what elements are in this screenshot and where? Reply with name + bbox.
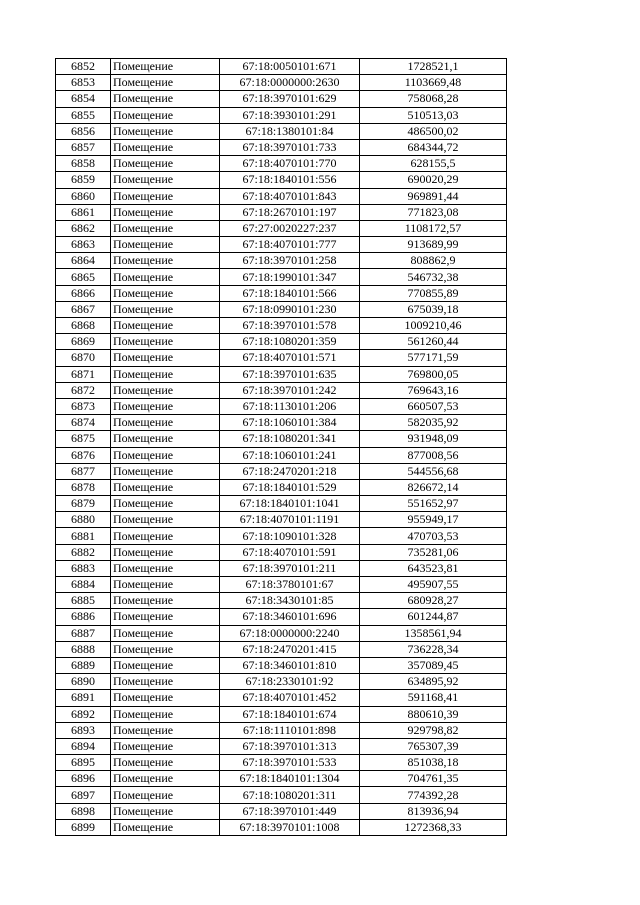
row-number-cell: 6866 — [56, 285, 111, 301]
cadastral-value-cell: 1108172,57 — [360, 220, 507, 236]
object-type-cell: Помещение — [111, 382, 220, 398]
object-type-cell: Помещение — [111, 544, 220, 560]
object-type-cell: Помещение — [111, 722, 220, 738]
cadastral-number-cell: 67:18:1840101:674 — [220, 706, 360, 722]
cadastral-number-cell: 67:18:3970101:1008 — [220, 819, 360, 835]
row-number-cell: 6867 — [56, 301, 111, 317]
cadastral-value-cell: 808862,9 — [360, 253, 507, 269]
cadastral-value-cell: 769643,16 — [360, 382, 507, 398]
table-row — [56, 269, 507, 285]
table-row — [56, 738, 507, 754]
row-number-cell: 6875 — [56, 431, 111, 447]
row-number-cell: 6887 — [56, 625, 111, 641]
cadastral-value-cell: 1728521,1 — [360, 59, 507, 75]
table-row — [56, 107, 507, 123]
row-number-cell: 6889 — [56, 657, 111, 673]
object-type-cell: Помещение — [111, 139, 220, 155]
row-number-cell: 6861 — [56, 204, 111, 220]
object-type-cell: Помещение — [111, 609, 220, 625]
row-number-cell: 6898 — [56, 803, 111, 819]
cadastral-value-cell: 969891,44 — [360, 188, 507, 204]
table-row — [56, 139, 507, 155]
row-number-cell: 6883 — [56, 560, 111, 576]
object-type-cell: Помещение — [111, 819, 220, 835]
table-row — [56, 237, 507, 253]
row-number-cell: 6891 — [56, 690, 111, 706]
table-row — [56, 528, 507, 544]
object-type-cell: Помещение — [111, 301, 220, 317]
cadastral-number-cell: 67:18:3970101:449 — [220, 803, 360, 819]
table-row — [56, 803, 507, 819]
row-number-cell: 6864 — [56, 253, 111, 269]
object-type-cell: Помещение — [111, 738, 220, 754]
table-row — [56, 657, 507, 673]
object-type-cell: Помещение — [111, 771, 220, 787]
cadastral-number-cell: 67:18:1990101:347 — [220, 269, 360, 285]
row-number-cell: 6860 — [56, 188, 111, 204]
object-type-cell: Помещение — [111, 657, 220, 673]
cadastral-value-cell: 470703,53 — [360, 528, 507, 544]
object-type-cell: Помещение — [111, 269, 220, 285]
cadastral-number-cell: 67:18:1110101:898 — [220, 722, 360, 738]
cadastral-number-cell: 67:18:0000000:2240 — [220, 625, 360, 641]
cadastral-number-cell: 67:18:3970101:211 — [220, 560, 360, 576]
cadastral-value-cell: 582035,92 — [360, 415, 507, 431]
cadastral-number-cell: 67:18:3970101:258 — [220, 253, 360, 269]
object-type-cell: Помещение — [111, 690, 220, 706]
table-row — [56, 706, 507, 722]
cadastral-value-cell: 758068,28 — [360, 91, 507, 107]
object-type-cell: Помещение — [111, 496, 220, 512]
row-number-cell: 6885 — [56, 593, 111, 609]
cadastral-number-cell: 67:18:1840101:529 — [220, 479, 360, 495]
table-row — [56, 301, 507, 317]
object-type-cell: Помещение — [111, 641, 220, 657]
row-number-cell: 6872 — [56, 382, 111, 398]
row-number-cell: 6854 — [56, 91, 111, 107]
cadastral-value-cell: 826672,14 — [360, 479, 507, 495]
cadastral-number-cell: 67:18:0000000:2630 — [220, 75, 360, 91]
cadastral-value-cell: 544556,68 — [360, 463, 507, 479]
cadastral-value-cell: 634895,92 — [360, 674, 507, 690]
cadastral-number-cell: 67:18:1840101:1304 — [220, 771, 360, 787]
cadastral-value-cell: 680928,27 — [360, 593, 507, 609]
cadastral-value-cell: 704761,35 — [360, 771, 507, 787]
cadastral-value-cell: 495907,55 — [360, 577, 507, 593]
cadastral-number-cell: 67:18:3460101:810 — [220, 657, 360, 673]
table-row — [56, 382, 507, 398]
row-number-cell: 6878 — [56, 479, 111, 495]
cadastral-number-cell: 67:18:1060101:384 — [220, 415, 360, 431]
object-type-cell: Помещение — [111, 156, 220, 172]
table-row — [56, 431, 507, 447]
table-row — [56, 91, 507, 107]
cadastral-value-cell: 1103669,48 — [360, 75, 507, 91]
row-number-cell: 6881 — [56, 528, 111, 544]
cadastral-number-cell: 67:18:2470201:415 — [220, 641, 360, 657]
object-type-cell: Помещение — [111, 398, 220, 414]
cadastral-number-cell: 67:18:2670101:197 — [220, 204, 360, 220]
table-row — [56, 398, 507, 414]
cadastral-value-cell: 769800,05 — [360, 366, 507, 382]
object-type-cell: Помещение — [111, 787, 220, 803]
row-number-cell: 6892 — [56, 706, 111, 722]
row-number-cell: 6862 — [56, 220, 111, 236]
row-number-cell: 6882 — [56, 544, 111, 560]
row-number-cell: 6879 — [56, 496, 111, 512]
row-number-cell: 6880 — [56, 512, 111, 528]
table-row — [56, 463, 507, 479]
cadastral-value-cell: 601244,87 — [360, 609, 507, 625]
table-row — [56, 609, 507, 625]
table-row — [56, 755, 507, 771]
cadastral-value-cell: 851038,18 — [360, 755, 507, 771]
object-type-cell: Помещение — [111, 447, 220, 463]
object-type-cell: Помещение — [111, 674, 220, 690]
table-row — [56, 496, 507, 512]
cadastral-value-cell: 486500,02 — [360, 123, 507, 139]
table-row — [56, 479, 507, 495]
table-row — [56, 366, 507, 382]
row-number-cell: 6859 — [56, 172, 111, 188]
row-number-cell: 6899 — [56, 819, 111, 835]
object-type-cell: Помещение — [111, 237, 220, 253]
cadastral-value-cell: 1009210,46 — [360, 318, 507, 334]
cadastral-value-cell: 357089,45 — [360, 657, 507, 673]
cadastral-number-cell: 67:18:4070101:452 — [220, 690, 360, 706]
table-row — [56, 350, 507, 366]
document-page — [55, 58, 507, 836]
cadastral-value-cell: 643523,81 — [360, 560, 507, 576]
object-type-cell: Помещение — [111, 431, 220, 447]
row-number-cell: 6857 — [56, 139, 111, 155]
table-row — [56, 156, 507, 172]
cadastral-number-cell: 67:18:2470201:218 — [220, 463, 360, 479]
table-row — [56, 172, 507, 188]
table-row — [56, 188, 507, 204]
cadastral-number-cell: 67:18:3970101:578 — [220, 318, 360, 334]
table-row — [56, 253, 507, 269]
row-number-cell: 6890 — [56, 674, 111, 690]
table-row — [56, 674, 507, 690]
cadastral-number-cell: 67:18:1080201:359 — [220, 334, 360, 350]
table-row — [56, 285, 507, 301]
cadastral-value-cell: 561260,44 — [360, 334, 507, 350]
cadastral-value-cell: 690020,29 — [360, 172, 507, 188]
table-row — [56, 819, 507, 835]
cadastral-value-cell: 813936,94 — [360, 803, 507, 819]
cadastral-value-cell: 1272368,33 — [360, 819, 507, 835]
cadastral-value-cell: 628155,5 — [360, 156, 507, 172]
table-row — [56, 334, 507, 350]
object-type-cell: Помещение — [111, 220, 220, 236]
cadastral-number-cell: 67:18:1840101:1041 — [220, 496, 360, 512]
cadastral-number-cell: 67:18:4070101:591 — [220, 544, 360, 560]
object-type-cell: Помещение — [111, 366, 220, 382]
table-row — [56, 593, 507, 609]
cadastral-value-cell: 955949,17 — [360, 512, 507, 528]
object-type-cell: Помещение — [111, 577, 220, 593]
cadastral-number-cell: 67:18:1840101:556 — [220, 172, 360, 188]
object-type-cell: Помещение — [111, 318, 220, 334]
object-type-cell: Помещение — [111, 803, 220, 819]
cadastral-number-cell: 67:18:4070101:777 — [220, 237, 360, 253]
cadastral-number-cell: 67:18:1380101:84 — [220, 123, 360, 139]
object-type-cell: Помещение — [111, 560, 220, 576]
cadastral-number-cell: 67:18:1130101:206 — [220, 398, 360, 414]
row-number-cell: 6874 — [56, 415, 111, 431]
table-row — [56, 75, 507, 91]
object-type-cell: Помещение — [111, 350, 220, 366]
cadastral-number-cell: 67:18:1080201:341 — [220, 431, 360, 447]
cadastral-number-cell: 67:18:3970101:629 — [220, 91, 360, 107]
table-row — [56, 560, 507, 576]
cadastral-number-cell: 67:18:1080201:311 — [220, 787, 360, 803]
cadastral-value-cell: 684344,72 — [360, 139, 507, 155]
cadastral-number-cell: 67:18:3930101:291 — [220, 107, 360, 123]
object-type-cell: Помещение — [111, 415, 220, 431]
cadastral-value-cell: 591168,41 — [360, 690, 507, 706]
cadastral-value-cell: 771823,08 — [360, 204, 507, 220]
cadastral-number-cell: 67:18:3970101:733 — [220, 139, 360, 155]
object-type-cell: Помещение — [111, 204, 220, 220]
cadastral-number-cell: 67:18:3970101:533 — [220, 755, 360, 771]
row-number-cell: 6896 — [56, 771, 111, 787]
object-type-cell: Помещение — [111, 625, 220, 641]
table-row — [56, 544, 507, 560]
object-type-cell: Помещение — [111, 593, 220, 609]
row-number-cell: 6868 — [56, 318, 111, 334]
row-number-cell: 6886 — [56, 609, 111, 625]
table-row — [56, 123, 507, 139]
object-type-cell: Помещение — [111, 172, 220, 188]
cadastral-value-cell: 735281,06 — [360, 544, 507, 560]
object-type-cell: Помещение — [111, 463, 220, 479]
object-type-cell: Помещение — [111, 188, 220, 204]
row-number-cell: 6853 — [56, 75, 111, 91]
table-row — [56, 318, 507, 334]
object-type-cell: Помещение — [111, 123, 220, 139]
object-type-cell: Помещение — [111, 479, 220, 495]
row-number-cell: 6869 — [56, 334, 111, 350]
cadastral-value-cell: 931948,09 — [360, 431, 507, 447]
cadastral-number-cell: 67:18:3970101:313 — [220, 738, 360, 754]
cadastral-number-cell: 67:18:1840101:566 — [220, 285, 360, 301]
table-row — [56, 771, 507, 787]
row-number-cell: 6894 — [56, 738, 111, 754]
table-row — [56, 204, 507, 220]
cadastral-number-cell: 67:18:4070101:770 — [220, 156, 360, 172]
object-type-cell: Помещение — [111, 285, 220, 301]
cadastral-number-cell: 67:18:3460101:696 — [220, 609, 360, 625]
cadastral-value-cell: 660507,53 — [360, 398, 507, 414]
row-number-cell: 6852 — [56, 59, 111, 75]
row-number-cell: 6855 — [56, 107, 111, 123]
cadastral-value-cell: 546732,38 — [360, 269, 507, 285]
row-number-cell: 6858 — [56, 156, 111, 172]
table-row — [56, 641, 507, 657]
cadastral-number-cell: 67:18:1090101:328 — [220, 528, 360, 544]
cadastral-value-cell: 880610,39 — [360, 706, 507, 722]
cadastral-value-cell: 765307,39 — [360, 738, 507, 754]
table-row — [56, 577, 507, 593]
row-number-cell: 6865 — [56, 269, 111, 285]
cadastral-number-cell: 67:18:4070101:843 — [220, 188, 360, 204]
cadastral-number-cell: 67:18:3430101:85 — [220, 593, 360, 609]
cadastral-number-cell: 67:18:3970101:242 — [220, 382, 360, 398]
row-number-cell: 6893 — [56, 722, 111, 738]
cadastral-number-cell: 67:18:0050101:671 — [220, 59, 360, 75]
table-row — [56, 722, 507, 738]
cadastral-value-cell: 770855,89 — [360, 285, 507, 301]
row-number-cell: 6871 — [56, 366, 111, 382]
row-number-cell: 6870 — [56, 350, 111, 366]
object-type-cell: Помещение — [111, 512, 220, 528]
row-number-cell: 6876 — [56, 447, 111, 463]
cadastral-number-cell: 67:18:3780101:67 — [220, 577, 360, 593]
cadastral-value-cell: 551652,97 — [360, 496, 507, 512]
object-type-cell: Помещение — [111, 528, 220, 544]
row-number-cell: 6863 — [56, 237, 111, 253]
cadastral-value-cell: 774392,28 — [360, 787, 507, 803]
table-body — [56, 59, 507, 836]
table-row — [56, 512, 507, 528]
object-type-cell: Помещение — [111, 107, 220, 123]
table-row — [56, 415, 507, 431]
cadastral-number-cell: 67:27:0020227:237 — [220, 220, 360, 236]
cadastral-number-cell: 67:18:2330101:92 — [220, 674, 360, 690]
object-type-cell: Помещение — [111, 253, 220, 269]
object-type-cell: Помещение — [111, 59, 220, 75]
cadastral-value-table — [55, 58, 507, 836]
object-type-cell: Помещение — [111, 755, 220, 771]
row-number-cell: 6895 — [56, 755, 111, 771]
row-number-cell: 6856 — [56, 123, 111, 139]
cadastral-value-cell: 675039,18 — [360, 301, 507, 317]
object-type-cell: Помещение — [111, 75, 220, 91]
table-row — [56, 59, 507, 75]
row-number-cell: 6877 — [56, 463, 111, 479]
row-number-cell: 6897 — [56, 787, 111, 803]
cadastral-number-cell: 67:18:1060101:241 — [220, 447, 360, 463]
table-row — [56, 690, 507, 706]
cadastral-value-cell: 877008,56 — [360, 447, 507, 463]
row-number-cell: 6884 — [56, 577, 111, 593]
cadastral-number-cell: 67:18:3970101:635 — [220, 366, 360, 382]
row-number-cell: 6888 — [56, 641, 111, 657]
object-type-cell: Помещение — [111, 334, 220, 350]
cadastral-value-cell: 577171,59 — [360, 350, 507, 366]
table-row — [56, 625, 507, 641]
table-row — [56, 447, 507, 463]
cadastral-value-cell: 913689,99 — [360, 237, 507, 253]
object-type-cell: Помещение — [111, 91, 220, 107]
cadastral-value-cell: 929798,82 — [360, 722, 507, 738]
cadastral-number-cell: 67:18:4070101:571 — [220, 350, 360, 366]
cadastral-number-cell: 67:18:0990101:230 — [220, 301, 360, 317]
object-type-cell: Помещение — [111, 706, 220, 722]
cadastral-value-cell: 736228,34 — [360, 641, 507, 657]
row-number-cell: 6873 — [56, 398, 111, 414]
cadastral-number-cell: 67:18:4070101:1191 — [220, 512, 360, 528]
table-row — [56, 787, 507, 803]
cadastral-value-cell: 510513,03 — [360, 107, 507, 123]
cadastral-value-cell: 1358561,94 — [360, 625, 507, 641]
table-row — [56, 220, 507, 236]
